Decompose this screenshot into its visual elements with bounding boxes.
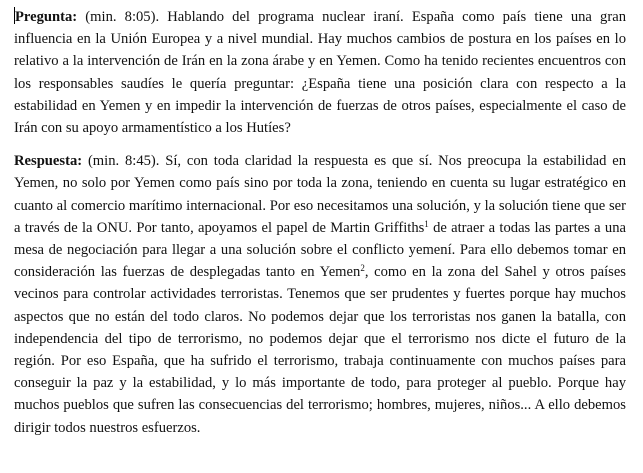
answer-paragraph xyxy=(14,150,626,439)
answer-text-part-1: (min. 8:45). Sí, con toda claridad la respuesta es que sí. Nos preocupa la estabilidad en Yemen, no solo por Yemen como país sino por toda la zona, teniendo en cuenta su lugar estratégico en cuanto al comercio marítimo internacional. Por eso necesitamos una solución, y la solución tiene que ser a través de la ONU. Por tanto, apoyamos el papel de Martin Griffiths xyxy=(14,153,626,236)
footnote-ref-1[interactable]: 1 xyxy=(424,218,429,229)
question-label: Pregunta: xyxy=(15,9,78,25)
footnote-ref-2[interactable]: 2 xyxy=(360,263,365,274)
document-body[interactable] xyxy=(14,6,626,439)
question-text: (min. 8:05). Hablando del programa nuclear iraní. España como país tiene una gran influencia en la Unión Europea y a nivel mundial. Hay muchos cambios de postura en los países en lo relativo a la intervención de Irán en la zona árabe y en Yemen. Como ha tenido recientes encuentros con los responsables saudíes le quería preguntar: ¿España tiene una posición clara con respecto a la estabilidad en Yemen y en impedir la intervención de fuerzas de otros países, especialmente el caso de Irán con su apoyo armamentístico a los Hutíes? xyxy=(14,9,626,137)
answer-label: Respuesta: xyxy=(14,153,83,170)
question-paragraph xyxy=(14,6,626,139)
answer-text-part-2: de atraer a todas las partes a una mesa de negociación para llegar a una solución sobre el conflicto yemení. Para ello debemos tomar en consideración las fuerzas de desplegadas tanto en Yemen xyxy=(14,219,626,281)
answer-text-part-3: , como en la zona del Sahel y otros países vecinos para controlar actividades terroristas. Tenemos que ser prudentes y fuertes porque hay muchos aspectos que no están del todo claros. No podemos dejar que los terroristas nos ganen la batalla, con independencia del tipo de terrorismo, no podemos dejar que el terrorismo nos dicte el futuro de la región. Por eso España, que ha sufrido el terrorismo, trabaja continuamente con muchos países para conseguir la paz y la estabilidad, y lo más importante de todo, para proteger al pueblo. Porque hay muchos pueblos que sufren las consecuencias del terrorismo; hombres, mujeres, niños... A ello debemos dirigir todos nuestros esfuerzos. xyxy=(14,264,626,436)
